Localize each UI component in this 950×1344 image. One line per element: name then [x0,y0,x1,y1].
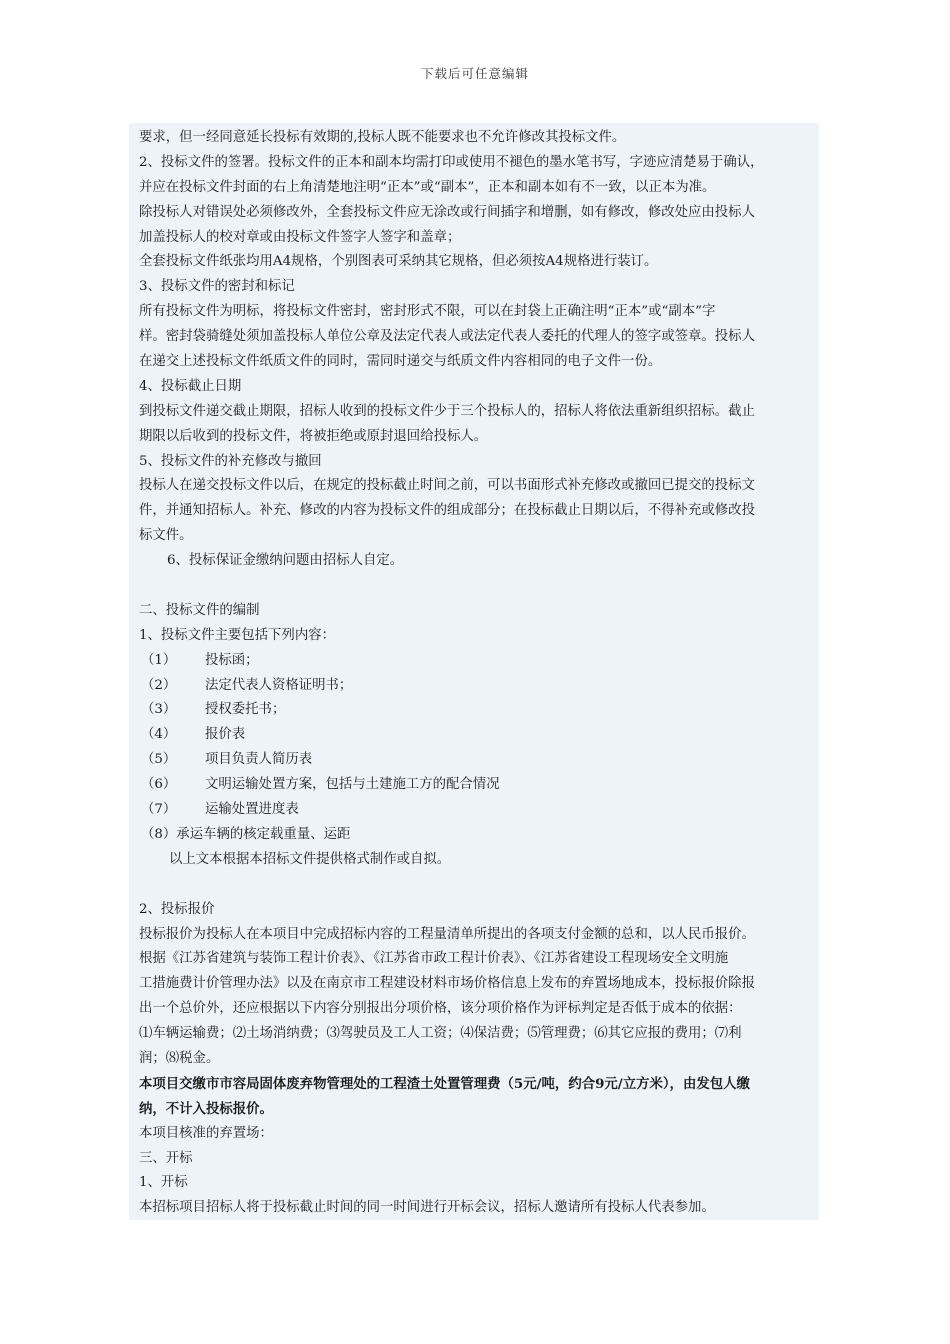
list-item: （6） 文明运输处置方案，包括与土建施工方的配合情况 [141,777,500,793]
section-heading: 5、投标文件的补充修改与撤回 [139,453,322,469]
paragraph-line: 期限以后收到的投标文件，将被拒绝或原封退回给投标人。 [139,428,488,444]
list-item: （8）承运车辆的核定载重量、运距 [141,826,351,842]
list-item: （3） 授权委托书； [141,702,286,718]
paragraph-line: 并应在投标文件封面的右上角清楚地注明“正本”或“副本”，正本和副本如有不一致，以正本为准。 [139,179,716,195]
paragraph-line: 本项目核准的弃置场： [139,1125,273,1141]
paragraph-line: 要求，但一经同意延长投标有效期的,投标人既不能要求也不允许修改其投标文件。 [139,130,626,145]
paragraph-line: 本招标项目招标人将于投标截止时间的同一时间进行开标会议，招标人邀请所有投标人代表参加。 [139,1200,715,1216]
paragraph-line: 出一个总价外，还应根据以下内容分别报出分项价格，该分项价格作为评标判定是否低于成本的依据： [139,1001,742,1017]
paragraph-line: 除投标人对错误处必须修改外，全套投标文件应无涂改或行间插字和增删，如有修改，修改处应由投标人 [139,204,755,220]
paragraph-line: 6、投标保证金缴纳问题由招标人自定。 [167,553,404,569]
paragraph-line: 样。密封袋骑缝处须加盖投标人单位公章及法定代表人或法定代表人委托的代理人的签字或签章。投标人 [139,329,755,345]
paragraph-line: 标文件。 [139,528,193,544]
paragraph-line: 润；⑻税金。 [139,1050,220,1066]
paragraph-line: 所有投标文件为明标，将投标文件密封，密封形式不限，可以在封袋上正确注明“正本”或“副本”字 [139,304,716,320]
section-heading: 1、投标文件主要包括下列内容： [139,627,335,643]
list-item: （2） 法定代表人资格证明书； [141,677,353,693]
paragraph-line: 根据《江苏省建筑与装饰工程计价表》、《江苏省市政工程计价表》、《江苏省建设工程现场安全文明施 [139,951,729,967]
section-heading: 4、投标截止日期 [139,378,242,394]
paragraph-line: 投标人在递交投标文件以后，在规定的投标截止时间之前，可以书面形式补充修改或撤回已提交的投标文 [139,478,755,494]
bold-notice-line: 本项目交缴市市容局固体废弃物管理处的工程渣土处置管理费（5元/吨，约合9元/立方米），由发包人缴 [139,1075,750,1092]
paragraph-line: 投标报价为投标人在本项目中完成招标内容的工程量清单所提出的各项支付金额的总和，以人民币报价。 [139,926,755,942]
section-heading: 1、开标 [139,1175,188,1191]
paragraph-line: 以上文本根据本招标文件提供格式制作或自拟。 [169,851,451,867]
document-text [139,126,814,1221]
paragraph-line: 在递交上述投标文件纸质文件的同时，需同时递交与纸质文件内容相同的电子文件一份。 [139,354,662,370]
list-item: （7） 运输处置进度表 [141,802,299,818]
chapter-heading: 三、开标 [139,1150,193,1166]
paragraph-line: 工措施费计价管理办法》以及在南京市工程建设材料市场价格信息上发布的弃置场地成本，投标报价除报 [139,976,755,992]
section-heading: 2、投标报价 [139,901,215,917]
list-item: （4） 报价表 [141,727,246,743]
chapter-heading: 二、投标文件的编制 [139,602,260,618]
page-header: 下载后可任意编辑 [420,66,529,81]
bold-notice-line: 纳，不计入投标报价。 [139,1100,273,1117]
paragraph-line: 全套投标文件纸张均用A4规格，个别图表可采纳其它规格，但必须按A4规格进行装订。 [139,254,658,270]
document-body [129,123,819,1220]
paragraph-line: ⑴车辆运输费；⑵土场消纳费；⑶驾驶员及工人工资；⑷保洁费；⑸管理费；⑹其它应报的费用；⑺利 [139,1026,742,1042]
paragraph-line: 到投标文件递交截止期限，招标人收到的投标文件少于三个投标人的，招标人将依法重新组织招标。截止 [139,403,755,419]
section-heading: 3、投标文件的密封和标记 [139,279,295,295]
paragraph-line: 加盖投标人的校对章或由投标文件签字人签字和盖章； [139,229,461,245]
paragraph-line: 2、投标文件的签署。投标文件的正本和副本均需打印或使用不褪色的墨水笔书写，字迹应清楚易于确认， [139,154,764,170]
paragraph-line: 件，并通知招标人。补充、修改的内容为投标文件的组成部分；在投标截止日期以后，不得补充或修改投 [139,503,755,519]
list-item: （1） 投标函； [141,652,259,668]
list-item: （5） 项目负责人简历表 [141,752,313,768]
